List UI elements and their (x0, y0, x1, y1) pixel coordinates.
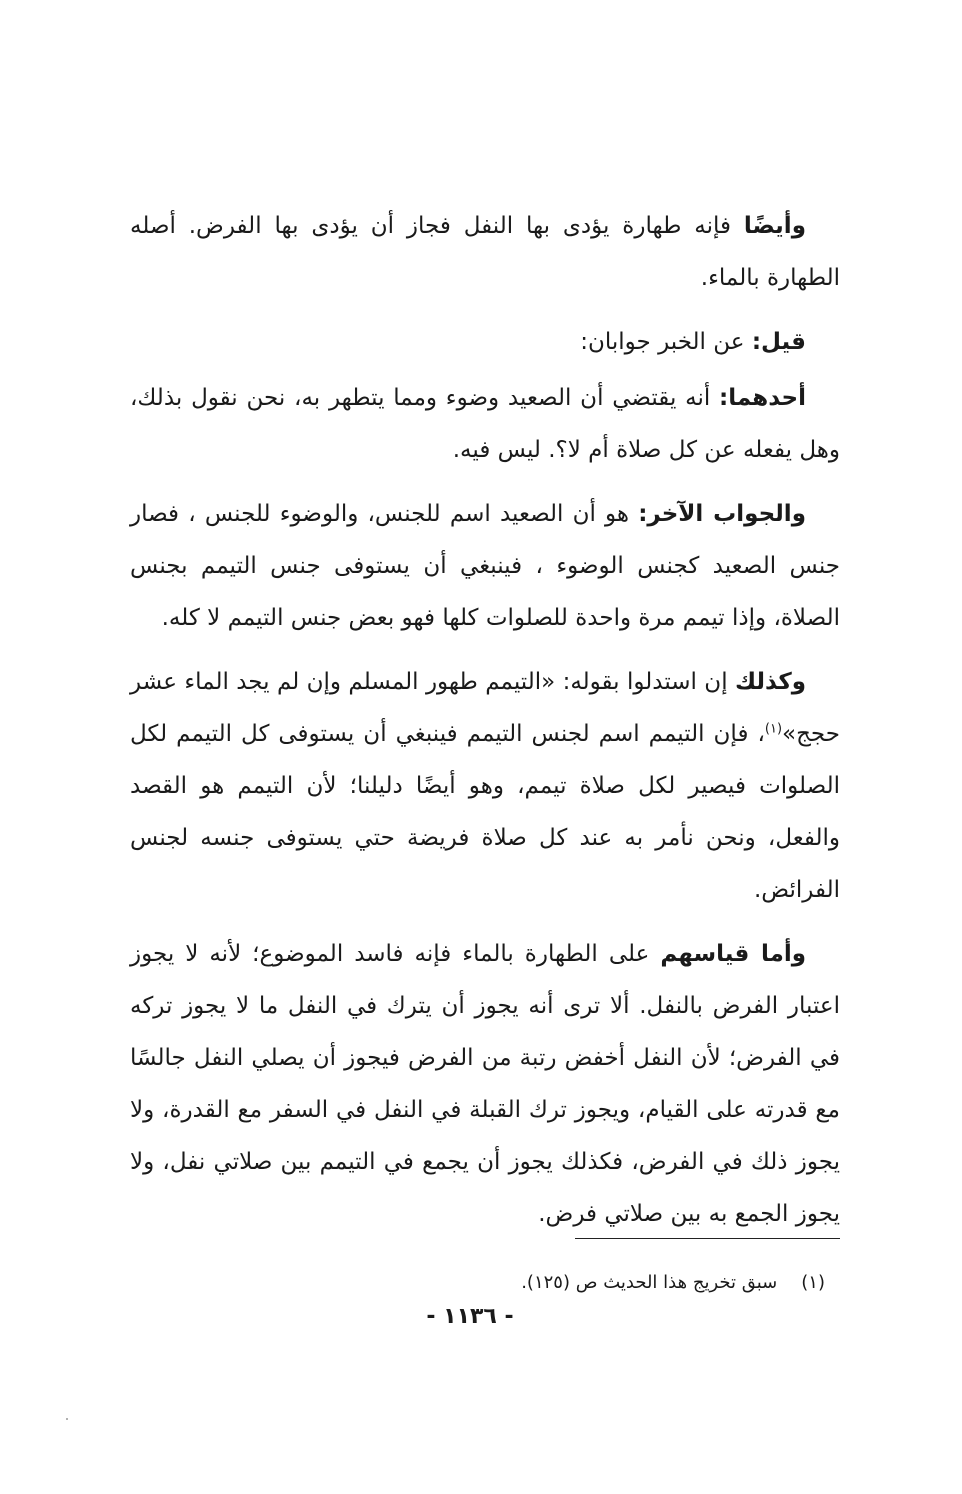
footnote (300, 1268, 825, 1298)
paragraph-1-lead: وأيضًا (743, 213, 806, 239)
paragraph-3 (130, 372, 840, 476)
page-number: - ١١٣٦ - (426, 1304, 514, 1329)
paragraph-1-text: فإنه طهارة يؤدى بها النفل فجاز أن يؤدى بها الفرض. أصله الطهارة بالماء. (130, 213, 840, 291)
paragraph-2-lead: قيل: (751, 329, 806, 355)
paragraph-2-text: عن الخبر جوابان: (580, 329, 752, 355)
page-body (130, 200, 840, 1252)
paragraph-5-lead: وكذلك (734, 669, 806, 695)
paragraph-1 (130, 200, 840, 304)
paragraph-6-text: على الطهارة بالماء فإنه فاسد الموضوع؛ لأنه لا يجوز اعتبار الفرض بالنفل. ألا ترى أنه يجوز أن يترك في النفل ما لا يجوز تركه في الفرض؛ لأن النفل أخفض رتبة من الفرض فيجوز أن يصلي النفل جالسًا مع قدرته على القيام، ويجوز ترك القبلة في النفل في السفر مع القدرة، ولا يجوز ذلك في الفرض، فكذلك يجوز أن يجمع في التيمم بين صلاتي نفل، ولا يجوز الجمع به بين صلاتي فرض. (130, 941, 840, 1227)
paragraph-5-text-before-note: إن استدلوا بقوله: «التيمم طهور المسلم وإن لم يجد الماء عشر حجج» (130, 669, 840, 747)
paragraph-4 (130, 488, 840, 644)
paragraph-5-text-after-note: ، فإن التيمم اسم لجنس التيمم فينبغي أن يستوفى كل التيمم لكل الصلوات فيصير لكل صلاة تيمم، وهو أيضًا دليلنا؛ لأن التيمم هو القصد والفعل، ونحن نأمر به عند كل صلاة فريضة حتي يستوفى جنسه لجنس الفرائض. (130, 721, 840, 903)
paragraph-4-text: هو أن الصعيد اسم للجنس، والوضوء للجنس ، فصار جنس الصعيد كجنس الوضوء ، فينبغي أن يستوفى جنس التيمم بجنس الصلاة، وإذا تيمم مرة واحدة للصلوات كلها فهو بعض جنس التيمم لا كله. (130, 501, 840, 631)
paragraph-3-lead: أحدهما: (719, 385, 806, 411)
paragraph-5 (130, 656, 840, 916)
paragraph-6-lead: وأما قياسهم (660, 941, 806, 967)
paragraph-2 (130, 316, 840, 368)
paragraph-6 (130, 928, 840, 1240)
paragraph-4-lead: والجواب الآخر: (638, 501, 806, 527)
footnote-divider (575, 1238, 840, 1239)
footnote-reference[interactable]: (١) (764, 721, 783, 737)
footnote-number: (١) (801, 1272, 825, 1293)
scan-speck (66, 1418, 68, 1420)
footnote-text: سبق تخريج هذا الحديث ص (١٢٥). (521, 1272, 778, 1293)
paragraph-3-text: أنه يقتضي أن الصعيد وضوء ومما يتطهر به، نحن نقول بذلك، وهل يفعله عن كل صلاة أم لا؟. ليس فيه. (130, 385, 840, 463)
